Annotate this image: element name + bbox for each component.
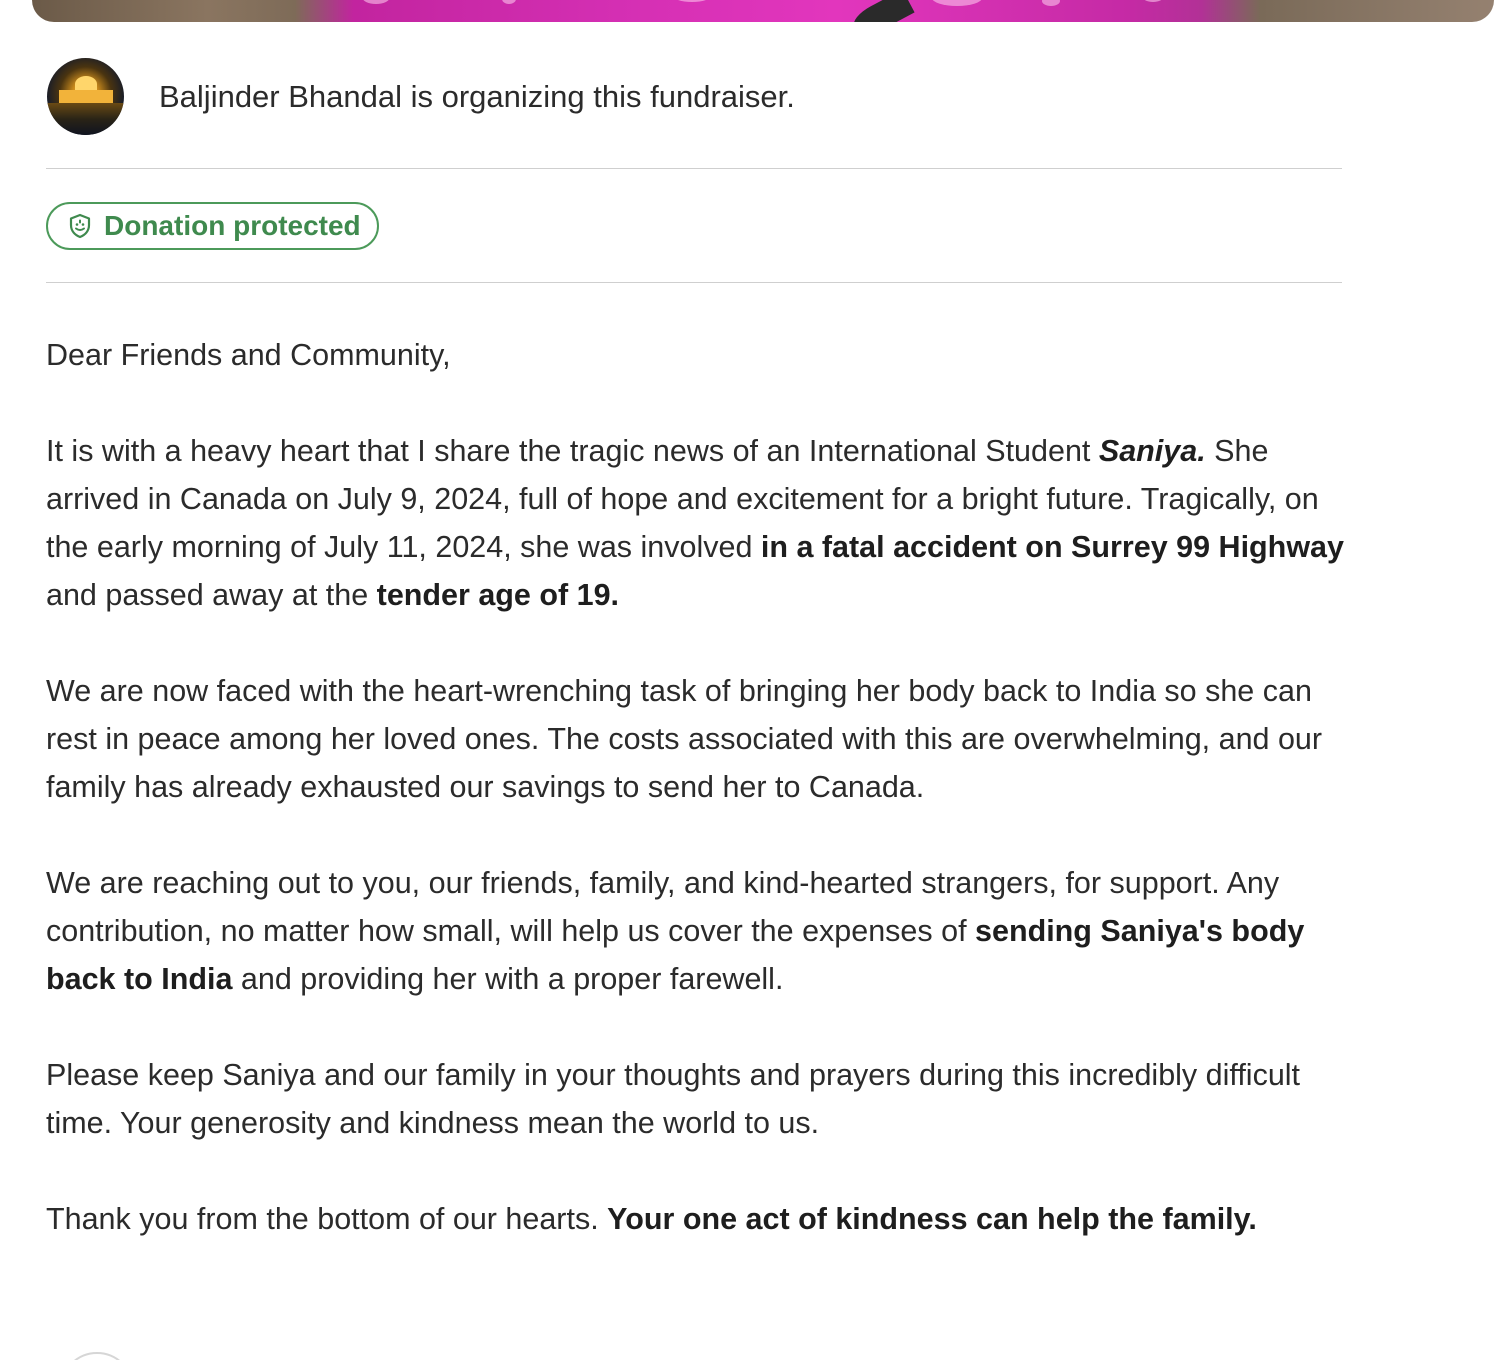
hero-pattern [1142,0,1164,2]
organizer-text: Baljinder Bhandal is organizing this fundraiser. [159,78,795,114]
story-emphasis: sending Saniya's body back to India [46,914,1305,996]
hero-shadow [849,0,914,22]
avatar-building [59,90,113,104]
story-text-run: Thank you from the bottom of our hearts. [46,1202,608,1236]
hero-pattern [932,0,982,6]
hero-pattern [672,0,712,2]
story-text-run: and passed away at the [46,578,377,612]
avatar-water [47,103,124,135]
story-greeting: Dear Friends and Community, [46,338,451,372]
hero-pattern [1042,0,1060,6]
organizer-avatar[interactable] [47,58,124,135]
story-paragraph [46,1051,1346,1147]
story-text-run: Please keep Saniya and our family in your thoughts and prayers during this incredibly difficult time. Your generosity and kindness mean the world to us. [46,1058,1301,1140]
story-text-run: We are now faced with the heart-wrenching task of bringing her body back to India so she can rest in peace among her loved ones. The costs associated with this are overwhelming, and our family has already exhausted our savings to send her to Canada. [46,674,1323,804]
story-emphasis: Your one act of kindness can help the family. [607,1202,1257,1236]
story-paragraph [46,331,1346,379]
next-section-avatar [60,1352,134,1360]
organizer-row [47,58,795,135]
story-paragraph [46,859,1346,1003]
hero-image[interactable] [32,0,1494,22]
donation-protected-badge[interactable] [46,202,379,250]
story-text [46,331,1346,1291]
hero-pattern [362,0,390,4]
story-emphasis: tender age of 19. [376,578,620,612]
story-text-run: and providing her with a proper farewell. [232,962,784,996]
story-text-run: It is with a heavy heart that I share the tragic news of an International Student [46,434,1099,468]
story-paragraph [46,667,1346,811]
shield-icon [66,212,94,240]
story-paragraph [46,427,1346,619]
story-text-run: We are reaching out to you, our friends, family, and kind-hearted strangers, for support. Any contribution, no matter how small, will help us cover the expenses of [46,866,1280,948]
hero-pattern [502,0,516,4]
story-paragraph [46,1195,1346,1243]
story-text-run: She arrived in Canada on July 9, 2024, full of hope and excitement for a bright future. Tragically, on the early morning of July 11, 2024, she was involved [46,434,1319,564]
divider [46,282,1342,283]
divider [46,168,1342,169]
story-emphasis: in a fatal accident on Surrey 99 Highway [760,530,1344,564]
badge-label: Donation protected [104,210,361,241]
story-emphasis: Saniya. [1098,434,1206,468]
